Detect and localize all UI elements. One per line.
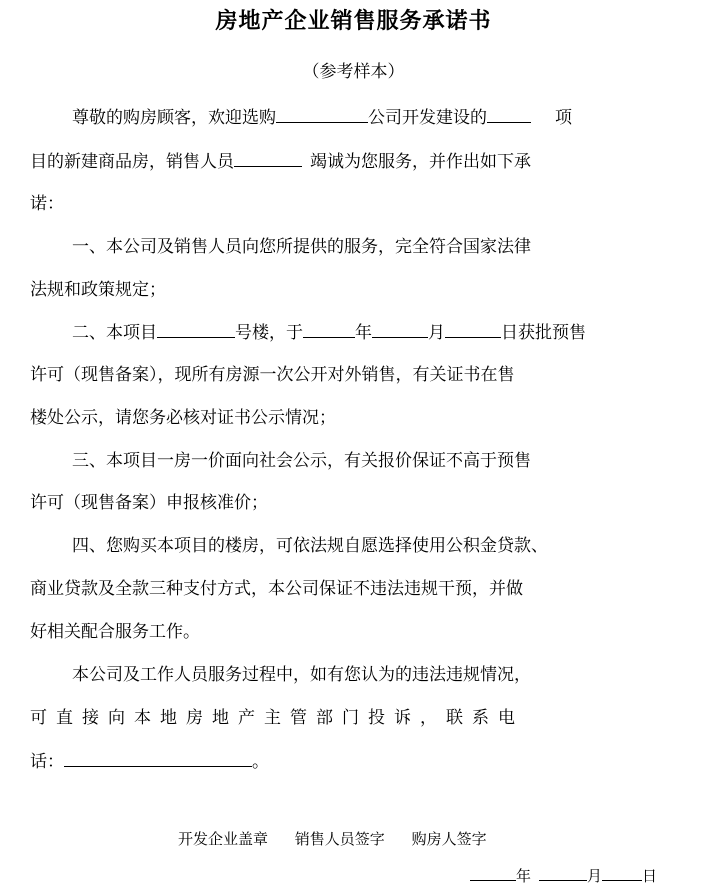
item3-line-1: 三、本项目一房一价面向社会公示，有关报价保证不高于预售 (72, 451, 531, 471)
document-title: 房地产企业销售服务承诺书 (215, 8, 492, 34)
item2-text: 二、本项目 (72, 323, 157, 343)
date-year-label: 年 (516, 867, 532, 885)
item2-line-3: 楼处公示，请您务必核对证书公示情况； (30, 408, 336, 428)
closing-text: 。 (252, 752, 269, 772)
intro-line-1 (72, 102, 572, 133)
salesperson-name-blank[interactable] (234, 146, 302, 167)
closing-line-3 (30, 746, 269, 777)
contact-phone-blank[interactable] (64, 746, 252, 767)
date-row (470, 860, 657, 889)
item3-line-2: 许可（现售备案）申报核准价； (30, 493, 268, 513)
day-blank[interactable] (445, 317, 501, 338)
date-month-label: 月 (587, 867, 603, 885)
signature-row (178, 826, 509, 852)
date-month-blank[interactable] (539, 860, 587, 881)
item4-line-1: 四、您购买本项目的楼房，可依法规自愿选择使用公积金贷款、 (72, 536, 548, 556)
item4-line-2: 商业贷款及全款三种支付方式，本公司保证不违法违规干预，并做 (30, 579, 523, 599)
company-name-blank[interactable] (276, 102, 368, 123)
closing-line-1: 本公司及工作人员服务过程中，如有您认为的违法违规情况， (72, 665, 531, 685)
closing-line-2: 可直接向本地房地产主管部门投诉，联系电 (30, 708, 524, 728)
month-blank[interactable] (372, 317, 428, 338)
item2-text: 号楼，于 (235, 323, 303, 343)
item1-line-1: 一、本公司及销售人员向您所提供的服务，完全符合国家法律 (72, 237, 531, 257)
company-seal-label: 开发企业盖章 (178, 830, 269, 848)
item2-line-1 (72, 317, 586, 348)
item2-text: 月 (428, 323, 445, 343)
buyer-signature-label: 购房人签字 (411, 830, 487, 848)
item2-line-2: 许可（现售备案），现所有房源一次公开对外销售，有关证书在售 (30, 365, 515, 385)
salesperson-signature-label: 销售人员签字 (294, 830, 385, 848)
intro-line-3: 诺： (30, 194, 64, 214)
intro-line-2 (30, 146, 531, 177)
item2-text: 年 (355, 323, 372, 343)
intro-text: 目的新建商品房，销售人员 (30, 152, 234, 172)
date-day-blank[interactable] (602, 860, 642, 881)
building-number-blank[interactable] (157, 317, 235, 338)
intro-text: 项 (555, 108, 572, 128)
item2-text: 日获批预售 (501, 323, 586, 343)
intro-text: 尊敬的购房顾客，欢迎选购 (72, 108, 276, 128)
year-blank[interactable] (303, 317, 355, 338)
date-day-label: 日 (642, 867, 658, 885)
item1-line-2: 法规和政策规定； (30, 280, 166, 300)
project-name-blank[interactable] (487, 102, 531, 123)
item4-line-3: 好相关配合服务工作。 (30, 622, 200, 642)
intro-text: 竭诚为您服务，并作出如下承 (310, 152, 531, 172)
date-year-blank[interactable] (470, 860, 516, 881)
intro-text: 公司开发建设的 (368, 108, 487, 128)
document-subtitle: （参考样本） (302, 62, 405, 82)
closing-text: 话： (30, 752, 64, 772)
